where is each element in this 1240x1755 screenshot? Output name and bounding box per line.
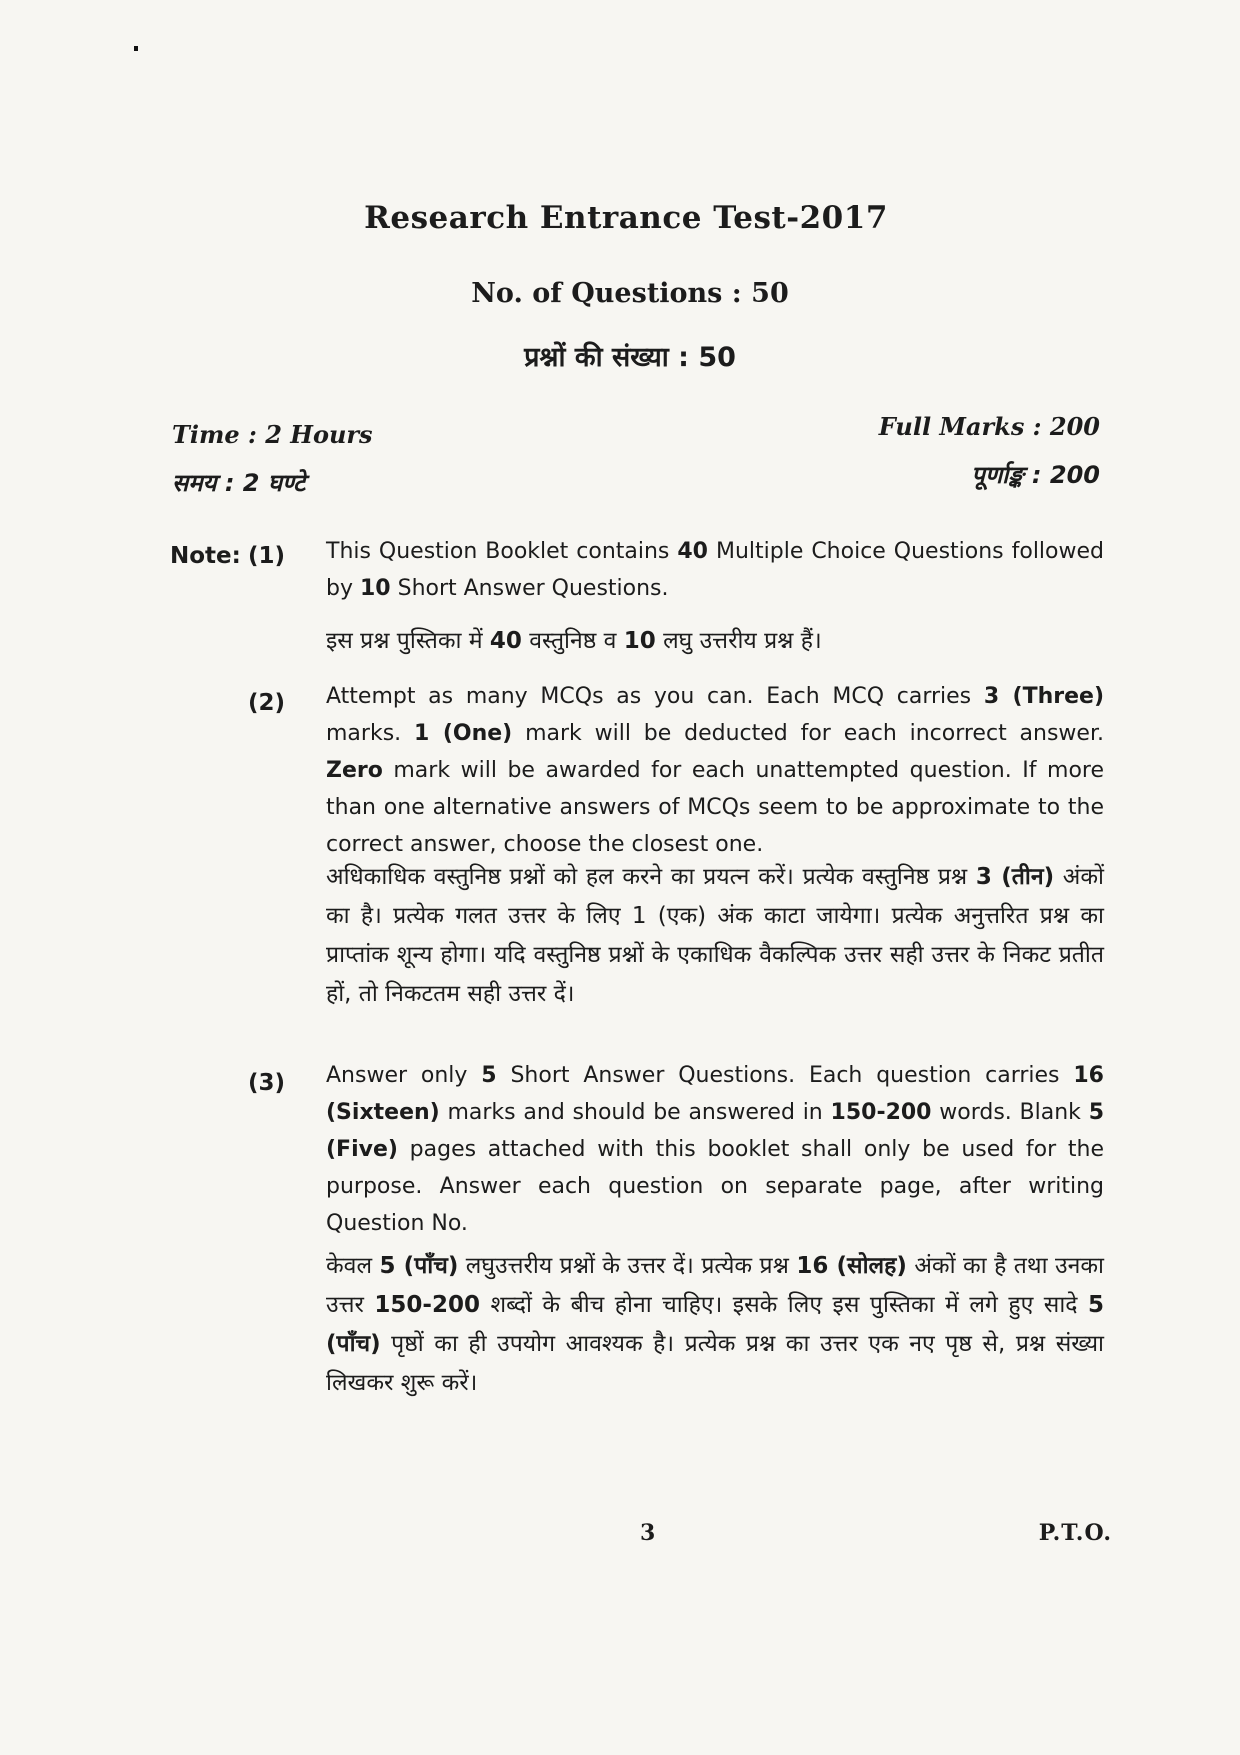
- note-3-number: (3): [248, 1070, 286, 1096]
- questions-count-hi: प्रश्नों की संख्या : 50: [524, 342, 736, 373]
- page-title: Research Entrance Test-2017: [364, 200, 888, 236]
- note-2-number: (2): [248, 690, 286, 716]
- note-1-en: This Question Booklet contains 40 Multiple Choice Questions followed by 10 Short Answer Questions.: [326, 539, 1104, 601]
- note-label: Note:: [170, 543, 241, 569]
- page-number: 3: [640, 1520, 656, 1546]
- note-2-hi: अधिकाधिक वस्तुनिष्ठ प्रश्नों को हल करने का प्रयत्न करें। प्रत्येक वस्तुनिष्ठ प्रश्न 3 (तीन) अंकों का है। प्रत्येक गलत उत्तर के लिए 1 (एक) अंक काटा जायेगा। प्रत्येक अनुत्तरित प्रश्न का प्राप्तांक शून्य होगा। यदि वस्तुनिष्ठ प्रश्नों के एकाधिक वैकल्पिक उत्तर सही उत्तर के निकट प्रतीत हों, तो निकटतम सही उत्तर दें।: [326, 864, 1104, 1007]
- time-hi: समय : 2 घण्टे: [172, 469, 306, 497]
- marks-en: Full Marks : 200: [878, 412, 1100, 441]
- note-1-number: (1): [248, 543, 286, 569]
- marks-hi: पूर्णाङ्क : 200: [971, 461, 1100, 489]
- note-3-en: Answer only 5 Short Answer Questions. Each question carries 16 (Sixteen) marks and should be answered in 150-200 words. Blank 5 (Five) pages attached with this booklet shall only be used for the purpose. Answer each question on separate page, after writing Question No.: [326, 1063, 1104, 1236]
- note-3-hi: केवल 5 (पाँच) लघुउत्तरीय प्रश्नों के उत्तर दें। प्रत्येक प्रश्न 16 (सोलह) अंकों का है तथा उनका उत्तर 150-200 शब्दों के बीच होना चाहिए। इसके लिए इस पुस्तिका में लगे हुए सादे 5 (पाँच) पृष्ठों का ही उपयोग आवश्यक है। प्रत्येक प्रश्न का उत्तर एक नए पृष्ठ से, प्रश्न संख्या लिखकर शुरू करें।: [326, 1253, 1104, 1396]
- questions-count-en: No. of Questions : 50: [471, 278, 789, 309]
- note-1-hi: इस प्रश्न पुस्तिका में 40 वस्तुनिष्ठ व 10 लघु उत्तरीय प्रश्न हैं।: [326, 628, 822, 654]
- pto-label: P.T.O.: [1038, 1520, 1112, 1546]
- note-2-en: Attempt as many MCQs as you can. Each MCQ carries 3 (Three) marks. 1 (One) mark will be deducted for each incorrect answer. Zero mark will be awarded for each unattempted question. If more than one alternative answers of MCQs seem to be approximate to the correct answer, choose the closest one.: [326, 684, 1104, 857]
- time-en: Time : 2 Hours: [172, 420, 373, 449]
- scan-speck: [134, 46, 138, 51]
